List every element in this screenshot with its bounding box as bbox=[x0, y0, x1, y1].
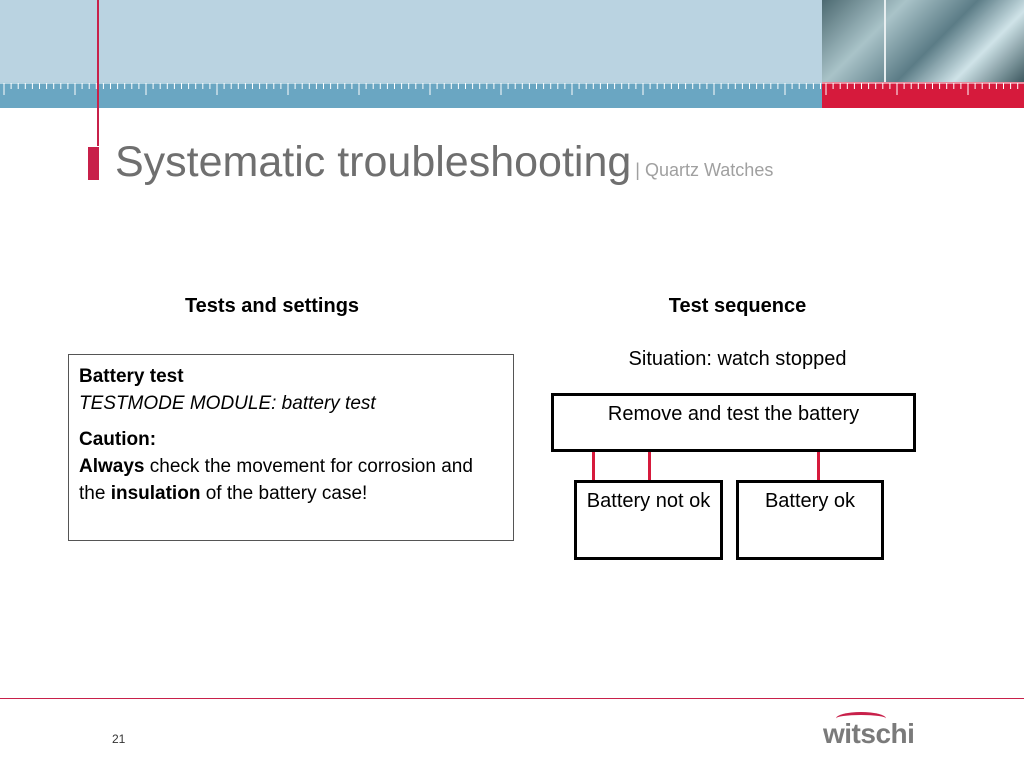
testmode-text: TESTMODE MODULE: battery test bbox=[79, 393, 376, 414]
page-number: 21 bbox=[112, 732, 126, 746]
caution-label: Caution: bbox=[79, 429, 157, 450]
ruler-ticks-red bbox=[822, 82, 1024, 108]
tests-settings-heading: Tests and settings bbox=[184, 295, 360, 317]
photo-divider bbox=[884, 0, 886, 82]
situation-text: Situation: watch stopped bbox=[628, 348, 847, 370]
title-subtitle: | Quartz Watches bbox=[635, 160, 774, 180]
title-marker bbox=[88, 147, 99, 180]
step-remove-battery: Remove and test the battery bbox=[551, 393, 916, 452]
witschi-logo: witschi bbox=[823, 718, 915, 749]
caution-text-1: check the movement for corrosion and the bbox=[79, 456, 473, 504]
branch-battery-ok: Battery ok bbox=[736, 480, 884, 560]
ruler-strip-blue bbox=[0, 82, 822, 108]
banner-background bbox=[0, 0, 822, 82]
title-main: Systematic troubleshooting bbox=[115, 138, 632, 186]
ruler-strip-red bbox=[822, 82, 1024, 108]
connector-right bbox=[817, 452, 820, 481]
caution-text-2: of the battery case! bbox=[200, 483, 368, 504]
test-sequence-heading: Test sequence bbox=[668, 295, 807, 317]
connector-left-2 bbox=[648, 452, 651, 481]
branch-battery-not-ok: Battery not ok bbox=[574, 480, 723, 560]
ruler-ticks bbox=[0, 82, 822, 108]
battery-test-label: Battery test bbox=[79, 366, 184, 387]
caution-text bbox=[79, 453, 503, 507]
footer-divider bbox=[0, 698, 1024, 699]
page-title bbox=[115, 138, 773, 187]
always-word: Always bbox=[79, 456, 145, 477]
battery-test-box bbox=[68, 354, 514, 541]
header-banner bbox=[0, 0, 1024, 108]
connector-left-1 bbox=[592, 452, 595, 481]
accent-vertical-line bbox=[97, 0, 99, 146]
insulation-word: insulation bbox=[110, 483, 201, 504]
watch-photo bbox=[822, 0, 1024, 82]
